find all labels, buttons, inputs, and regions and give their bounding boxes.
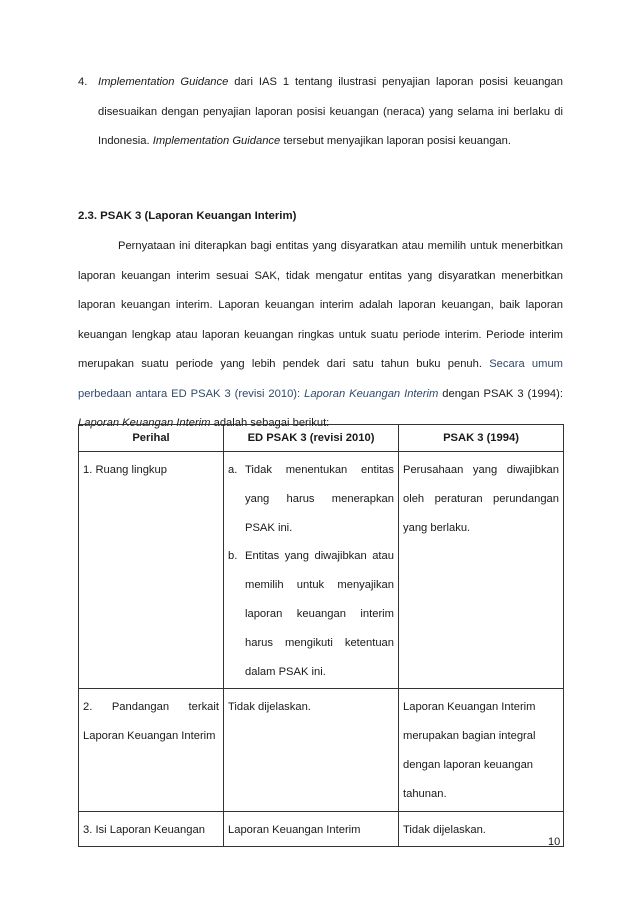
comparison-table [78,424,564,847]
column-header: Perihal [79,425,224,452]
list-item-4 [78,68,563,157]
table-cell: Laporan Keuangan Interim merupakan bagian integral dengan laporan keuangan tahunan. [399,689,564,811]
table-cell: 3. Isi Laporan Keuangan [79,811,224,847]
table-cell [224,452,399,689]
table-cell: Perusahaan yang diwajibkan oleh peraturan perundangan yang berlaku. [399,452,564,689]
italic-term: Implementation Guidance [98,76,229,88]
highlighted-text: Secara umum perbedaan antara ED PSAK 3 (revisi 2010): [78,358,563,400]
list-item-text: Entitas yang diwajibkan atau memilih untuk menyajikan laporan keuangan interim harus mengikuti ketentuan dalam PSAK ini. [245,550,394,678]
list-number: 4. [78,76,88,88]
table-cell: Laporan Keuangan Interim [224,811,399,847]
page-number: 10 [548,836,561,848]
italic-term: Laporan Keuangan Interim [304,387,439,400]
table-cell: 2. Pandangan terkait Laporan Keuangan Interim [79,689,224,811]
column-header: ED PSAK 3 (revisi 2010) [224,425,399,452]
italic-term: Implementation Guidance [152,135,281,147]
table-cell: 1. Ruang lingkup [79,452,224,689]
text-run: Pernyataan ini diterapkan bagi entitas yang disyaratkan atau memilih untuk menerbitkan laporan keuangan interim sesuai SAK, tidak mengatur entitas yang disyaratkan menerbitkan laporan keuangan interim. Laporan keuangan interim adalah laporan keuangan, baik laporan keuangan lengkap atau laporan keuangan ringkas untuk suatu periode interim. Periode interim merupakan suatu periode yang lebih pendek dari satu tahun buku penuh. [78,240,563,370]
list-marker: b. [228,550,238,563]
text-run: adalah sebagai berikut: [210,417,330,429]
column-header: PSAK 3 (1994) [399,425,564,452]
text-run: dari IAS 1 tentang ilustrasi penyajian laporan posisi keuangan disesuaikan dengan penyajian laporan posisi keuangan (neraca) yang selama ini berlaku di Indonesia. [98,76,563,147]
sub-list-item [228,456,394,542]
list-item-text [98,68,563,157]
table-header-row [79,425,564,452]
sub-list-item [228,542,394,686]
table-row [79,811,564,847]
table-row [79,689,564,811]
table-row [79,452,564,689]
section-heading: 2.3. PSAK 3 (Laporan Keuangan Interim) [78,210,297,222]
body-paragraph [78,232,563,439]
list-item-text: Tidak menentukan entitas yang harus menerapkan PSAK ini. [245,464,394,534]
text-run: tersebut menyajikan laporan posisi keuangan. [280,135,511,147]
italic-term: Laporan Keuangan Interim [78,417,211,429]
sub-list [228,456,394,686]
text-run: dengan PSAK 3 (1994): [438,387,563,400]
table-cell: Tidak dijelaskan. [224,689,399,811]
table-cell: Tidak dijelaskan. [399,811,564,847]
list-marker: a. [228,464,238,476]
